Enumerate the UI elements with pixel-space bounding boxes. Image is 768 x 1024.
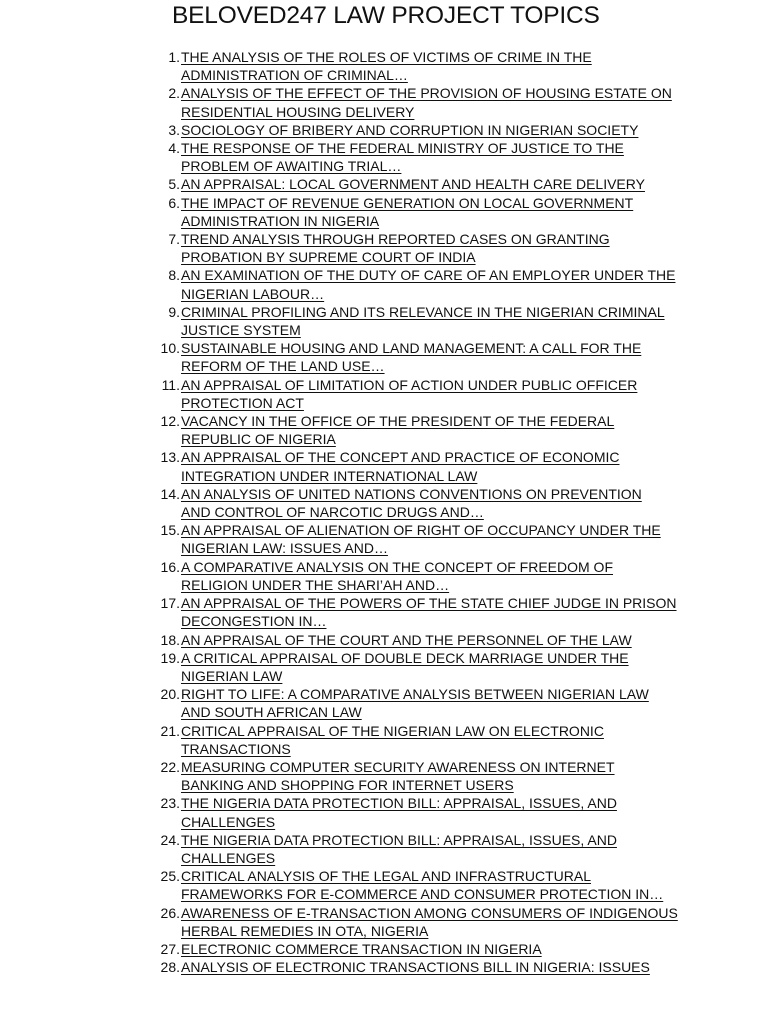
topic-link-line: INTEGRATION UNDER INTERNATIONAL LAW [181, 467, 478, 484]
list-item [148, 940, 688, 958]
list-item [148, 521, 688, 557]
topic-link-line: AN APPRAISAL: LOCAL GOVERNMENT AND HEALTH CARE DELIVERY [181, 176, 645, 193]
topic-link[interactable] [181, 831, 688, 867]
topic-link-line: RIGHT TO LIFE: A COMPARATIVE ANALYSIS BETWEEN NIGERIAN LAW [181, 686, 649, 703]
topic-link-line: DECONGESTION IN… [181, 613, 327, 630]
list-item [148, 339, 688, 375]
topic-link-line: AN EXAMINATION OF THE DUTY OF CARE OF AN EMPLOYER UNDER THE [181, 267, 676, 284]
list-item-number: 28. [160, 959, 180, 976]
list-item [148, 685, 688, 721]
topic-list [148, 48, 688, 976]
list-item-number: 8. [168, 267, 180, 284]
list-item [148, 558, 688, 594]
topic-link-line: CRITICAL APPRAISAL OF THE NIGERIAN LAW ON ELECTRONIC [181, 722, 604, 739]
list-item-number: 14. [160, 485, 180, 502]
topic-link[interactable] [181, 631, 688, 649]
topic-link-line: THE ANALYSIS OF THE ROLES OF VICTIMS OF CRIME IN THE [181, 49, 592, 65]
topic-link-line: BANKING AND SHOPPING FOR INTERNET USERS [181, 777, 514, 794]
topic-link[interactable] [181, 376, 688, 412]
topic-link[interactable] [181, 521, 688, 557]
topic-link-line: A CRITICAL APPRAISAL OF DOUBLE DECK MARRIAGE UNDER THE [181, 649, 629, 666]
list-item-number: 11. [161, 376, 180, 393]
list-item-number: 4. [168, 140, 180, 157]
topic-link-line: CRITICAL ANALYSIS OF THE LEGAL AND INFRASTRUCTURAL [181, 868, 591, 885]
topic-link-line: AWARENESS OF E-TRANSACTION AMONG CONSUMERS OF INDIGENOUS [181, 904, 678, 921]
topic-link-line: NIGERIAN LAW [181, 667, 283, 684]
topic-link-line: AN APPRAISAL OF THE CONCEPT AND PRACTICE OF ECONOMIC [181, 449, 620, 466]
topic-link[interactable] [181, 139, 688, 175]
topic-link-line: PROBATION BY SUPREME COURT OF INDIA [181, 249, 476, 266]
topic-link-line: A COMPARATIVE ANALYSIS ON THE CONCEPT OF FREEDOM OF [181, 558, 613, 575]
list-item [148, 904, 688, 940]
list-item-number: 27. [160, 940, 180, 957]
topic-link[interactable] [181, 867, 688, 903]
list-item [148, 175, 688, 193]
topic-link[interactable] [181, 758, 688, 794]
topic-link-line: HERBAL REMEDIES IN OTA, NIGERIA [181, 922, 429, 939]
list-item [148, 139, 688, 175]
list-item-number: 21. [160, 722, 180, 739]
list-item [148, 448, 688, 484]
topic-link-line: THE NIGERIA DATA PROTECTION BILL: APPRAISAL, ISSUES, AND [181, 831, 617, 848]
topic-link[interactable] [181, 339, 688, 375]
topic-link[interactable] [181, 558, 688, 594]
topic-link-line: FRAMEWORKS FOR E-COMMERCE AND CONSUMER PROTECTION IN… [181, 886, 664, 903]
list-item-number: 2. [168, 85, 180, 102]
topic-link-line: SUSTAINABLE HOUSING AND LAND MANAGEMENT: A CALL FOR THE [181, 340, 642, 357]
list-item-number: 15. [160, 522, 180, 539]
topic-link[interactable] [181, 594, 688, 630]
topic-link[interactable] [181, 48, 688, 84]
topic-link-line: NIGERIAN LAW: ISSUES AND… [181, 540, 388, 557]
list-item [148, 48, 688, 84]
topic-link-line: ADMINISTRATION IN NIGERIA [181, 212, 380, 229]
topic-link-line: AN APPRAISAL OF ALIENATION OF RIGHT OF OCCUPANCY UNDER THE [181, 522, 661, 539]
list-item [148, 594, 688, 630]
list-item [148, 631, 688, 649]
list-item [148, 867, 688, 903]
list-item [148, 194, 688, 230]
list-item-number: 20. [160, 686, 180, 703]
topic-link[interactable] [181, 958, 688, 976]
list-item [148, 794, 688, 830]
topic-link-line: ADMINISTRATION OF CRIMINAL… [181, 67, 408, 84]
list-item [148, 303, 688, 339]
list-item-number: 13. [160, 449, 180, 466]
list-item [148, 649, 688, 685]
topic-link-line: THE IMPACT OF REVENUE GENERATION ON LOCAL GOVERNMENT [181, 194, 634, 211]
topic-link-line: CRIMINAL PROFILING AND ITS RELEVANCE IN THE NIGERIAN CRIMINAL [181, 303, 665, 320]
topic-link-line: AN APPRAISAL OF THE COURT AND THE PERSONNEL OF THE LAW [181, 631, 632, 648]
list-item [148, 412, 688, 448]
list-item [148, 266, 688, 302]
topic-link[interactable] [181, 649, 688, 685]
list-item [148, 958, 688, 976]
topic-link[interactable] [181, 940, 688, 958]
topic-link-line: ELECTRONIC COMMERCE TRANSACTION IN NIGERIA [181, 940, 542, 957]
list-item-number: 22. [160, 758, 180, 775]
list-item-number: 26. [160, 904, 180, 921]
topic-link[interactable] [181, 121, 688, 139]
topic-link-line: THE NIGERIA DATA PROTECTION BILL: APPRAISAL, ISSUES, AND [181, 795, 617, 812]
topic-link-line: NIGERIAN LABOUR… [181, 285, 325, 302]
topic-link-line: RELIGION UNDER THE SHARI’AH AND… [181, 576, 450, 593]
topic-link-line: REFORM OF THE LAND USE… [181, 358, 385, 375]
topic-link[interactable] [181, 84, 688, 120]
topic-link[interactable] [181, 266, 688, 302]
list-item [148, 722, 688, 758]
topic-link-line: THE RESPONSE OF THE FEDERAL MINISTRY OF JUSTICE TO THE [181, 140, 624, 157]
topic-link[interactable] [181, 485, 688, 521]
list-item-number: 12. [160, 413, 180, 430]
topic-link-line: ANALYSIS OF ELECTRONIC TRANSACTIONS BILL IN NIGERIA: ISSUES [181, 959, 650, 976]
topic-link-line: VACANCY IN THE OFFICE OF THE PRESIDENT OF THE FEDERAL [181, 413, 615, 430]
list-item [148, 831, 688, 867]
topic-link[interactable] [181, 904, 688, 940]
topic-link-line: CHALLENGES [181, 813, 276, 830]
topic-link[interactable] [181, 175, 688, 193]
topic-link[interactable] [181, 194, 688, 230]
list-item [148, 485, 688, 521]
list-item [148, 84, 688, 120]
topic-link-line: AND CONTROL OF NARCOTIC DRUGS AND… [181, 504, 484, 521]
list-item [148, 376, 688, 412]
list-item [148, 121, 688, 139]
topic-link-line: PROTECTION ACT [181, 394, 304, 411]
topic-link-line: MEASURING COMPUTER SECURITY AWARENESS ON INTERNET [181, 758, 615, 775]
topic-link-line: RESIDENTIAL HOUSING DELIVERY [181, 103, 415, 120]
list-item-number: 5. [168, 176, 180, 193]
topic-link-line: TREND ANALYSIS THROUGH REPORTED CASES ON GRANTING [181, 231, 610, 248]
topic-link-line: AND SOUTH AFRICAN LAW [181, 704, 362, 721]
list-item-number: 3. [168, 121, 180, 138]
topic-link-line: AN APPRAISAL OF LIMITATION OF ACTION UNDER PUBLIC OFFICER [181, 376, 638, 393]
list-item-number: 17. [160, 595, 180, 612]
topic-link[interactable] [181, 412, 688, 448]
list-item-number: 9. [168, 303, 180, 320]
list-item-number: 1. [168, 49, 180, 65]
list-item [148, 230, 688, 266]
list-item-number: 23. [160, 795, 180, 812]
topic-link-line: PROBLEM OF AWAITING TRIAL… [181, 158, 402, 175]
list-item-number: 19. [160, 649, 180, 666]
list-item-number: 16. [160, 558, 180, 575]
list-item-number: 18. [160, 631, 180, 648]
topic-link[interactable] [181, 448, 688, 484]
topic-link[interactable] [181, 794, 688, 830]
topic-link-line: ANALYSIS OF THE EFFECT OF THE PROVISION OF HOUSING ESTATE ON [181, 85, 672, 102]
topic-link[interactable] [181, 303, 688, 339]
topic-link[interactable] [181, 722, 688, 758]
topic-link[interactable] [181, 230, 688, 266]
list-item-number: 10. [160, 340, 180, 357]
topic-link[interactable] [181, 685, 688, 721]
topic-link-line: REPUBLIC OF NIGERIA [181, 431, 336, 448]
list-item-number: 25. [160, 868, 180, 885]
list-item [148, 758, 688, 794]
list-item-number: 7. [168, 231, 180, 248]
topic-link-line: CHALLENGES [181, 849, 276, 866]
topic-link-line: AN ANALYSIS OF UNITED NATIONS CONVENTIONS ON PREVENTION [181, 485, 642, 502]
topic-link-line: TRANSACTIONS [181, 740, 291, 757]
list-item-number: 24. [160, 831, 180, 848]
topic-link-line: AN APPRAISAL OF THE POWERS OF THE STATE CHIEF JUDGE IN PRISON [181, 595, 677, 612]
topic-link-line: SOCIOLOGY OF BRIBERY AND CORRUPTION IN NIGERIAN SOCIETY [181, 121, 639, 138]
list-item-number: 6. [168, 194, 180, 211]
page-title: BELOVED247 LAW PROJECT TOPICS [172, 2, 600, 29]
topic-link-line: JUSTICE SYSTEM [181, 322, 301, 339]
